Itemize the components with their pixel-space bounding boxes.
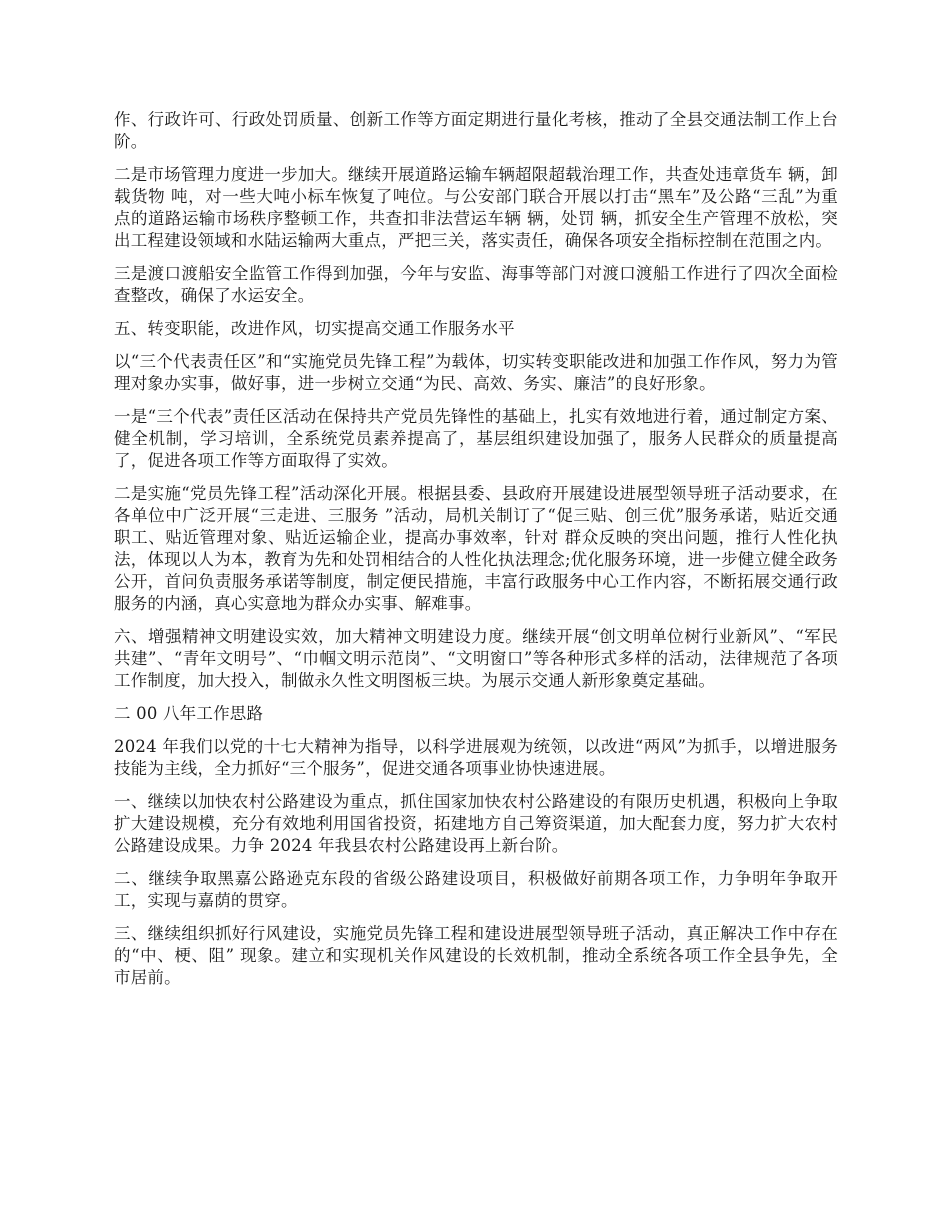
- document-body: [114, 109, 838, 1000]
- section-heading-2008-plan: 二 00 八年工作思路: [114, 704, 264, 723]
- paragraph-service-carrier: 以“三个代表责任区”和“实施党员先锋工程”为载体，切实转变职能改进和加强工作作风，努力为管理对象办实事，做好事，进一步树立交通“为民、高效、务实、廉洁”的良好形象。: [114, 352, 838, 393]
- paragraph-ferry-safety: 三是渡口渡船安全监管工作得到加强，今年与安监、海事等部门对渡口渡船工作进行了四次全面检查整改，确保了水运安全。: [114, 264, 838, 305]
- paragraph-2024-guidance: 2024 年我们以党的十七大精神为指导，以科学进展观为统领，以改进“两风”为抓手，以增进服务技能为主线，全力抓好“三个服务”，促进交通各项事业协快速进展。: [114, 737, 838, 778]
- paragraph-heijia-highway: 二、继续争取黑嘉公路逊克东段的省级公路建设项目，积极做好前期各项工作，力争明年争取开工，实现与嘉荫的贯穿。: [114, 869, 838, 910]
- paragraph-conduct-building: 三、继续组织抓好行风建设，实施党员先锋工程和建设进展型领导班子活动，真正解决工作中存在的“中、梗、阻” 现象。建立和实现机关作风建设的长效机制，推动全系统各项工作全县争先，全市居前。: [114, 924, 838, 987]
- paragraph-rural-roads: 一、继续以加快农村公路建设为重点，抓住国家加快农村公路建设的有限历史机遇，积极向上争取扩大建设规模，充分有效地利用国省投资，拓建地方自己筹资渠道，加大配套力度，努力扩大农村公路建设成果。力争 2024 年我县农村公路建设再上新台阶。: [114, 792, 838, 855]
- paragraph-market-management: 二是市场管理力度进一步加大。继续开展道路运输车辆超限超载治理工作，共查处违章货车 辆，卸载货物 吨，对一些大吨小标车恢复了吨位。与公安部门联合开展以打击“黑车”及公路“三乱”为重点的道路运输市场秩序整顿工作，共查扣非法营运车辆 辆，处罚 辆，抓安全生产管理不放松，突出工程建设领域和水陆运输两大重点，严把三关，落实责任，确保各项安全指标控制在范围之内。: [114, 165, 838, 250]
- paragraph-legal-assessment: 作、行政许可、行政处罚质量、创新工作等方面定期进行量化考核，推动了全县交通法制工作上台阶。: [114, 110, 838, 151]
- paragraph-responsibility-zone: 一是“三个代表”责任区活动在保持共产党员先锋性的基础上，扎实有效地进行着，通过制定方案、健全机制，学习培训，全系统党员素养提高了，基层组织建设加强了，服务人民群众的质量提高了，促进各项工作等方面取得了实效。: [114, 407, 838, 470]
- paragraph-spiritual-civilization: 六、增强精神文明建设实效，加大精神文明建设力度。继续开展“创文明单位树行业新风”、“军民共建”、“青年文明号”、“巾帼文明示范岗”、“文明窗口”等各种形式多样的活动，法律规范了各项工作制度，加大投入，制做永久性文明图板三块。为展示交通人新形象奠定基础。: [114, 627, 838, 690]
- paragraph-vanguard-project: 二是实施“党员先锋工程”活动深化开展。根据县委、县政府开展建设进展型领导班子活动要求，在各单位中广泛开展“三走进、三服务 ”活动，局机关制订了“促三贴、创三优”服务承诺，贴近交通职工、贴近管理对象、贴近运输企业，提高办事效率，针对 群众反映的突出问题，推行人性化执法，体现以人为本，教育为先和处罚相结合的人性化执法理念;优化服务环境，进一步健立健全政务公开，首问负责服务承诺等制度，制定便民措施，丰富行政服务中心工作内容，不断拓展交通行政服务的内涵，真心实意地为群众办实事、解难事。: [114, 484, 838, 613]
- section-heading-five: 五、转变职能，改进作风，切实提高交通工作服务水平: [114, 319, 515, 338]
